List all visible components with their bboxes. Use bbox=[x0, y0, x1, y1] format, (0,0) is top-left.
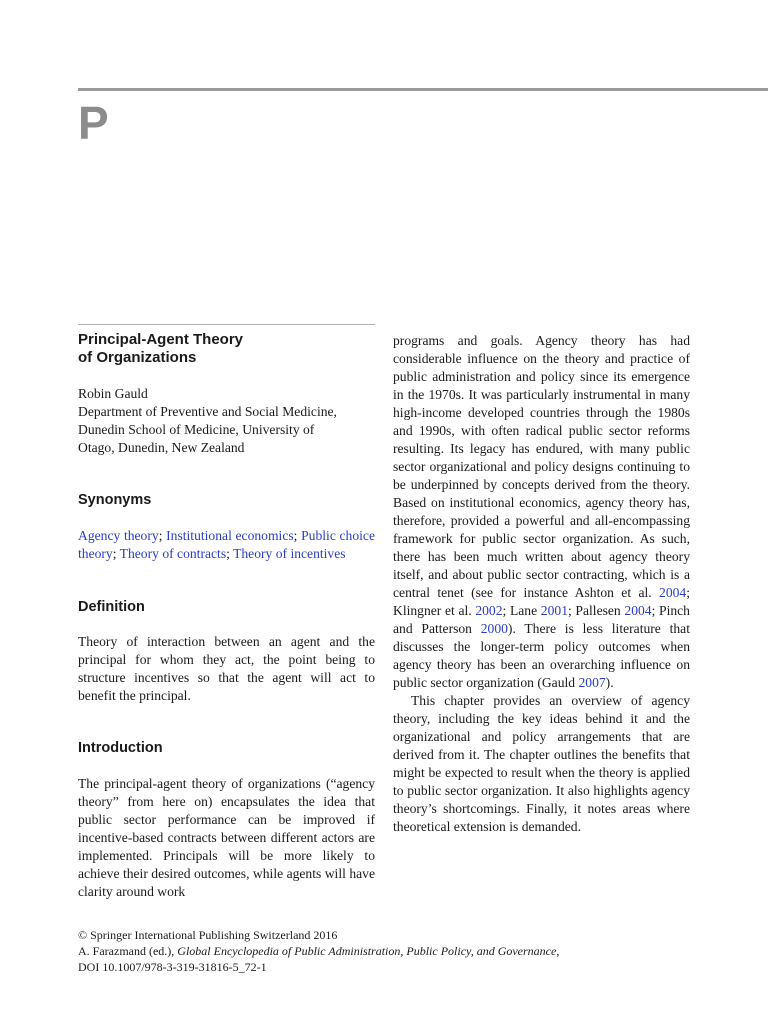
citation-link[interactable]: 2002 bbox=[475, 603, 503, 618]
author-block bbox=[78, 385, 375, 457]
copyright: © Springer International Publishing Switzerland 2016 bbox=[78, 928, 338, 942]
synonym-link[interactable]: Theory of incentives bbox=[233, 546, 346, 561]
footer bbox=[78, 927, 698, 975]
left-column bbox=[78, 331, 375, 901]
definition-text: Theory of interaction between an agent and the principal for whom they act, the point being to structure incentives so that the agent will act to benefit the principal. bbox=[78, 634, 375, 703]
affiliation-line: Department of Preventive and Social Medicine, bbox=[78, 404, 337, 419]
definition-heading: Definition bbox=[78, 599, 145, 615]
section-letter: P bbox=[78, 97, 109, 149]
introduction-heading: Introduction bbox=[78, 740, 163, 756]
column-rule bbox=[78, 324, 375, 325]
right-column bbox=[393, 332, 690, 836]
citation-line: A. Farazmand (ed.), Global Encyclopedia of Public Administration, Public Policy, and Governance, bbox=[78, 944, 560, 958]
citation-link[interactable]: 2000 bbox=[480, 621, 508, 636]
top-rule bbox=[78, 88, 768, 91]
book-title: Global Encyclopedia of Public Administration, Public Policy, and Governance bbox=[177, 944, 557, 958]
introduction-paragraph: The principal-agent theory of organizations (“agency theory” from here on) encapsulates the idea that public sector performance can be improved if incentive-based contracts between different actors are implemented. Principals will be more likely to achieve their desired outcomes, while agents will have clarity around work bbox=[78, 776, 375, 899]
citation-link[interactable]: 2007 bbox=[578, 675, 606, 690]
synonyms-list: Agency theory; Institutional economics; Public choice theory; Theory of contracts; Theory of incentives bbox=[78, 528, 375, 561]
synonym-link[interactable]: Agency theory bbox=[78, 528, 159, 543]
doi: DOI 10.1007/978-3-319-31816-5_72-1 bbox=[78, 960, 267, 974]
author-name: Robin Gauld bbox=[78, 386, 148, 401]
citation-link[interactable]: 2001 bbox=[540, 603, 568, 618]
citation-link[interactable]: 2004 bbox=[659, 585, 687, 600]
synonym-link[interactable]: Theory of contracts bbox=[119, 546, 227, 561]
citation-link[interactable]: 2004 bbox=[624, 603, 652, 618]
synonyms-heading: Synonyms bbox=[78, 492, 152, 508]
overview-paragraph: This chapter provides an overview of agency theory, including the key ideas behind it and the organizational and policy arrangements that are derived from it. The chapter outlines the benefits that might be expected to result when the theory is applied to public sector organization. It also highlights agency theory’s shortcomings. Finally, it notes areas where theoretical extension is demanded. bbox=[393, 693, 690, 834]
synonym-link[interactable]: Institutional economics bbox=[166, 528, 294, 543]
affiliation-line: Dunedin School of Medicine, University of bbox=[78, 422, 315, 437]
affiliation-line: Otago, Dunedin, New Zealand bbox=[78, 440, 245, 455]
article-title: Principal-Agent Theory of Organizations bbox=[78, 331, 244, 366]
introduction-paragraph-continued: programs and goals. Agency theory has had considerable influence on the theory and practice of public administration and policy since its emergence in the 1970s. It was particularly instrumental in many high-income developed countries through the 1980s and 1990s, with often radical public sector reforms resulting. Its legacy has endured, with many public sector organizational and policy designs continuing to be underpinned by concepts derived from the theory. Based on institutional economics, agency theory has, therefore, provided a powerful and all-encompassing framework for public sector organization. As such, there has been much written about agency theory itself, and about public sector contracting, which is a central tenet (see for instance Ashton et al. 2004; Klingner et al. 2002; Lane 2001; Pallesen 2004; Pinch and Patterson 2000). There is less literature that discusses the longer-term policy outcomes when agency theory has been an overarching influence on public sector organization (Gauld 2007). bbox=[393, 333, 690, 690]
synonym-link[interactable]: Public choice theory bbox=[78, 528, 375, 561]
